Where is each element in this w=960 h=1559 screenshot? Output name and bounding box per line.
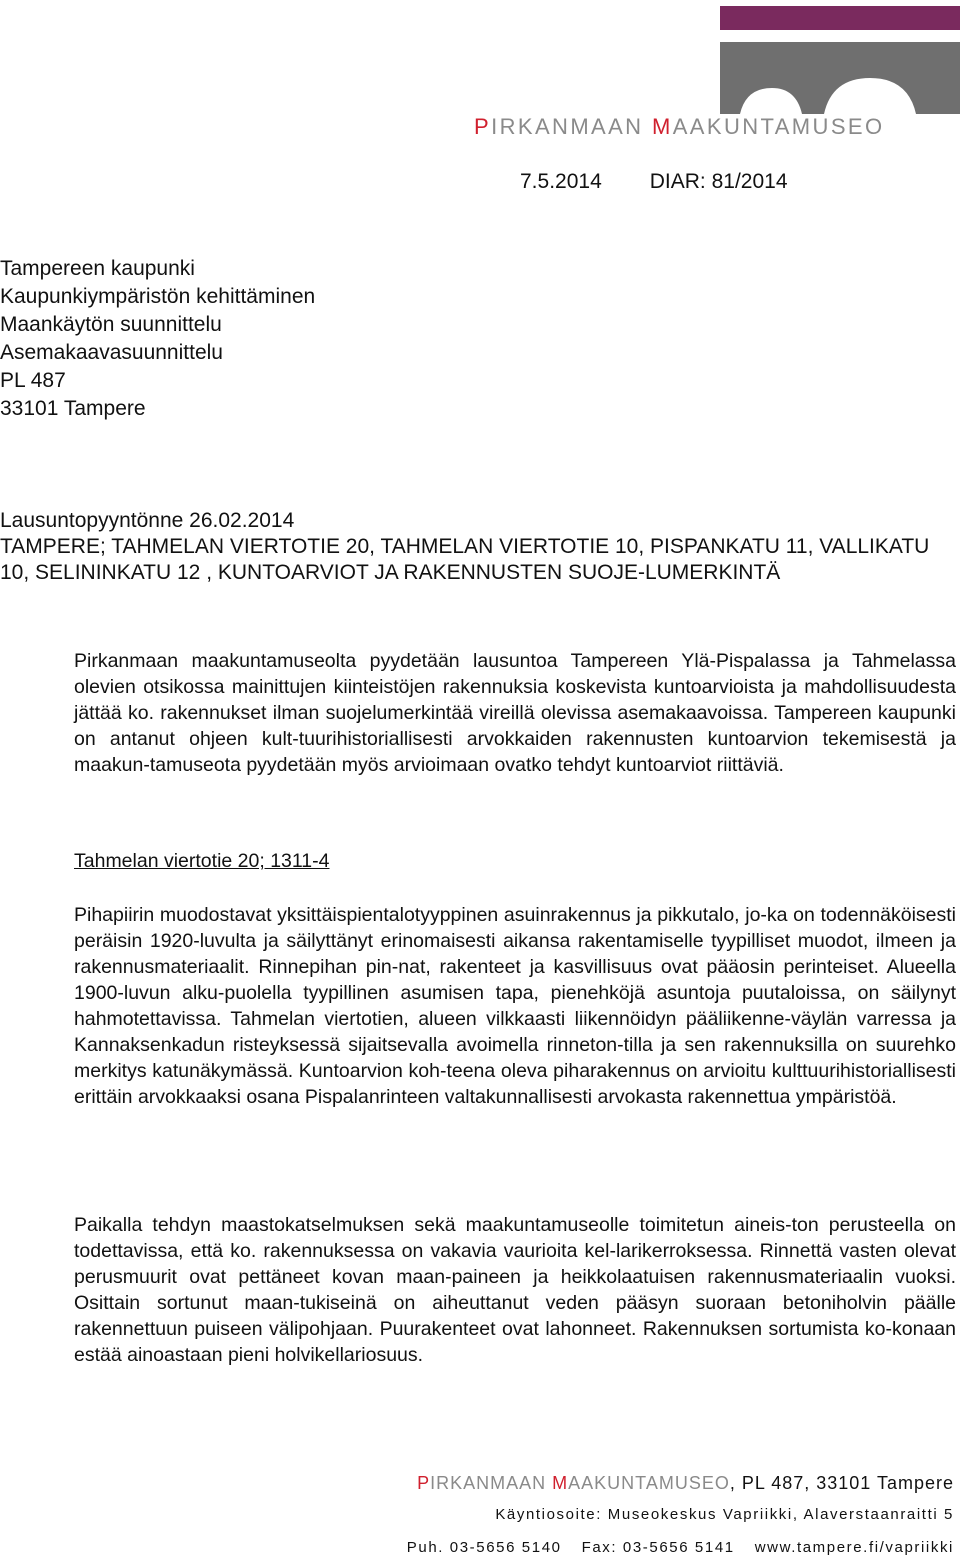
footer-web-link[interactable]: www.tampere.fi/vapriikki [754, 1539, 954, 1556]
address-line: Maankäytön suunnittelu [0, 313, 222, 336]
request-reference [0, 508, 950, 586]
footer-phone: Puh. 03-5656 5140 [406, 1539, 562, 1556]
address-line: 33101 Tampere [0, 397, 146, 420]
museum-logo [720, 6, 960, 114]
diary-number: DIAR: 81/2014 [649, 170, 788, 193]
address-line: PL 487 [0, 369, 66, 392]
footer-fax: Fax: 03-5656 5141 [581, 1539, 735, 1556]
intro-paragraph: Pirkanmaan maakuntamuseolta pyydetään lausuntoa Tampereen Ylä-Pispalassa ja Tahmelassa olevien otsikossa mainittujen kiinteistöjen rakennuksia koskevista kuntoarvioista ja mahdollisuudesta jättää ko. rakennukset ilman suojelumerkintää vireillä olevissa asemakaavoissa. Tampereen kaupunki on antanut ohjeen kult-tuurihistoriallisesti arvokkaiden rakennusten kuntoarvion tekemisestä ja maakun-tamuseota pyydetään myös arvioimaan ovatko tehdyt kuntoarviot riittäviä. [74, 650, 956, 776]
subject-heading: TAMPERE; TAHMELAN VIERTOTIE 20, TAHMELAN VIERTOTIE 10, PISPANKATU 11, VALLIKATU 10, SELININKATU 12 , KUNTOARVIOT JA RAKENNUSTEN SUOJE-LUMERKINTÄ [0, 535, 930, 584]
body-paragraph: Paikalla tehdyn maastokatselmuksen sekä maakuntamuseolle toimitetun aineis-ton perusteella on todettavissa, että ko. rakennuksessa on vakavia vaurioita kel-larikerroksessa. Rinnettä vasten olevat perusmuurit ovat pettäneet kovan maan-paineen ja heikkolaatuisen rakennusmateriaalin vuoksi. Osittain sortunut maan-tukiseinä on aiheuttanut veden pääsyn suoraan betoniholvin päälle rakennettuun puiseen välipohjaan. Puurakenteet ovat lahonneet. Rakennuksen sortumista ko-konaan estää ainoastaan pieni holvikellariosuus. [74, 1214, 956, 1366]
footer-organization: PIRKANMAAN MAAKUNTAMUSEO, PL 487, 33101 Tampere [417, 1473, 954, 1493]
request-date-line: Lausuntopyyntönne 26.02.2014 [0, 509, 295, 532]
footer-postal: , PL 487, 33101 Tampere [729, 1473, 954, 1493]
recipient-address [0, 255, 315, 423]
footer-contacts [407, 1539, 954, 1556]
letter-date: 7.5.2014 [520, 170, 602, 193]
address-line: Tampereen kaupunki [0, 257, 195, 280]
body-paragraph: Pihapiirin muodostavat yksittäispientalotyyppinen asuinrakennus ja pikkutalo, jo-ka on todennäköisesti peräisin 1920-luvulta ja säilyttänyt erinomaisesti aikansa rakentamiselle tyypilliset muodot, ilmeen ja rakennusmateriaalit. Rinnepihan pin-nat, rakenteet ja kasvillisuus ovat pääosin perinteiset. Alueella 1900-luvun alku-puolella tyypillinen asumisen tapa, pienehköjä asuntoja puutaloissa, on säilynyt hahmotettavissa. Tahmelan viertotien, alueen vilkkaasti liikennöidyn pääliikenne-väylän varressa ja Kannaksenkadun risteyksessä sijaitsevalla avoimella rinneton-tilla ja sen rakennuksilla on suurehko merkitys katunäkymässä. Kuntoarvion koh-teena oleva piharakennus on arvioitu kulttuurihistoriallisesti erittäin arvokkaaksi osana Pispalanrinteen valtakunnallisesti arvokasta rakennettua ympäristöä. [74, 904, 956, 1108]
footer-visiting-address: Käyntiosoite: Museokeskus Vapriikki, Alaverstaanraitti 5 [495, 1506, 954, 1523]
date-diary-line [520, 170, 788, 194]
section-heading: Tahmelan viertotie 20; 1311-4 [74, 850, 330, 872]
logo-purple-band [720, 6, 960, 30]
address-line: Asemakaavasuunnittelu [0, 341, 223, 364]
logo-bridge-shape [720, 42, 960, 114]
address-line: Kaupunkiympäristön kehittäminen [0, 285, 316, 308]
logo-wordmark: PIRKANMAAN MAAKUNTAMUSEO [474, 114, 885, 139]
